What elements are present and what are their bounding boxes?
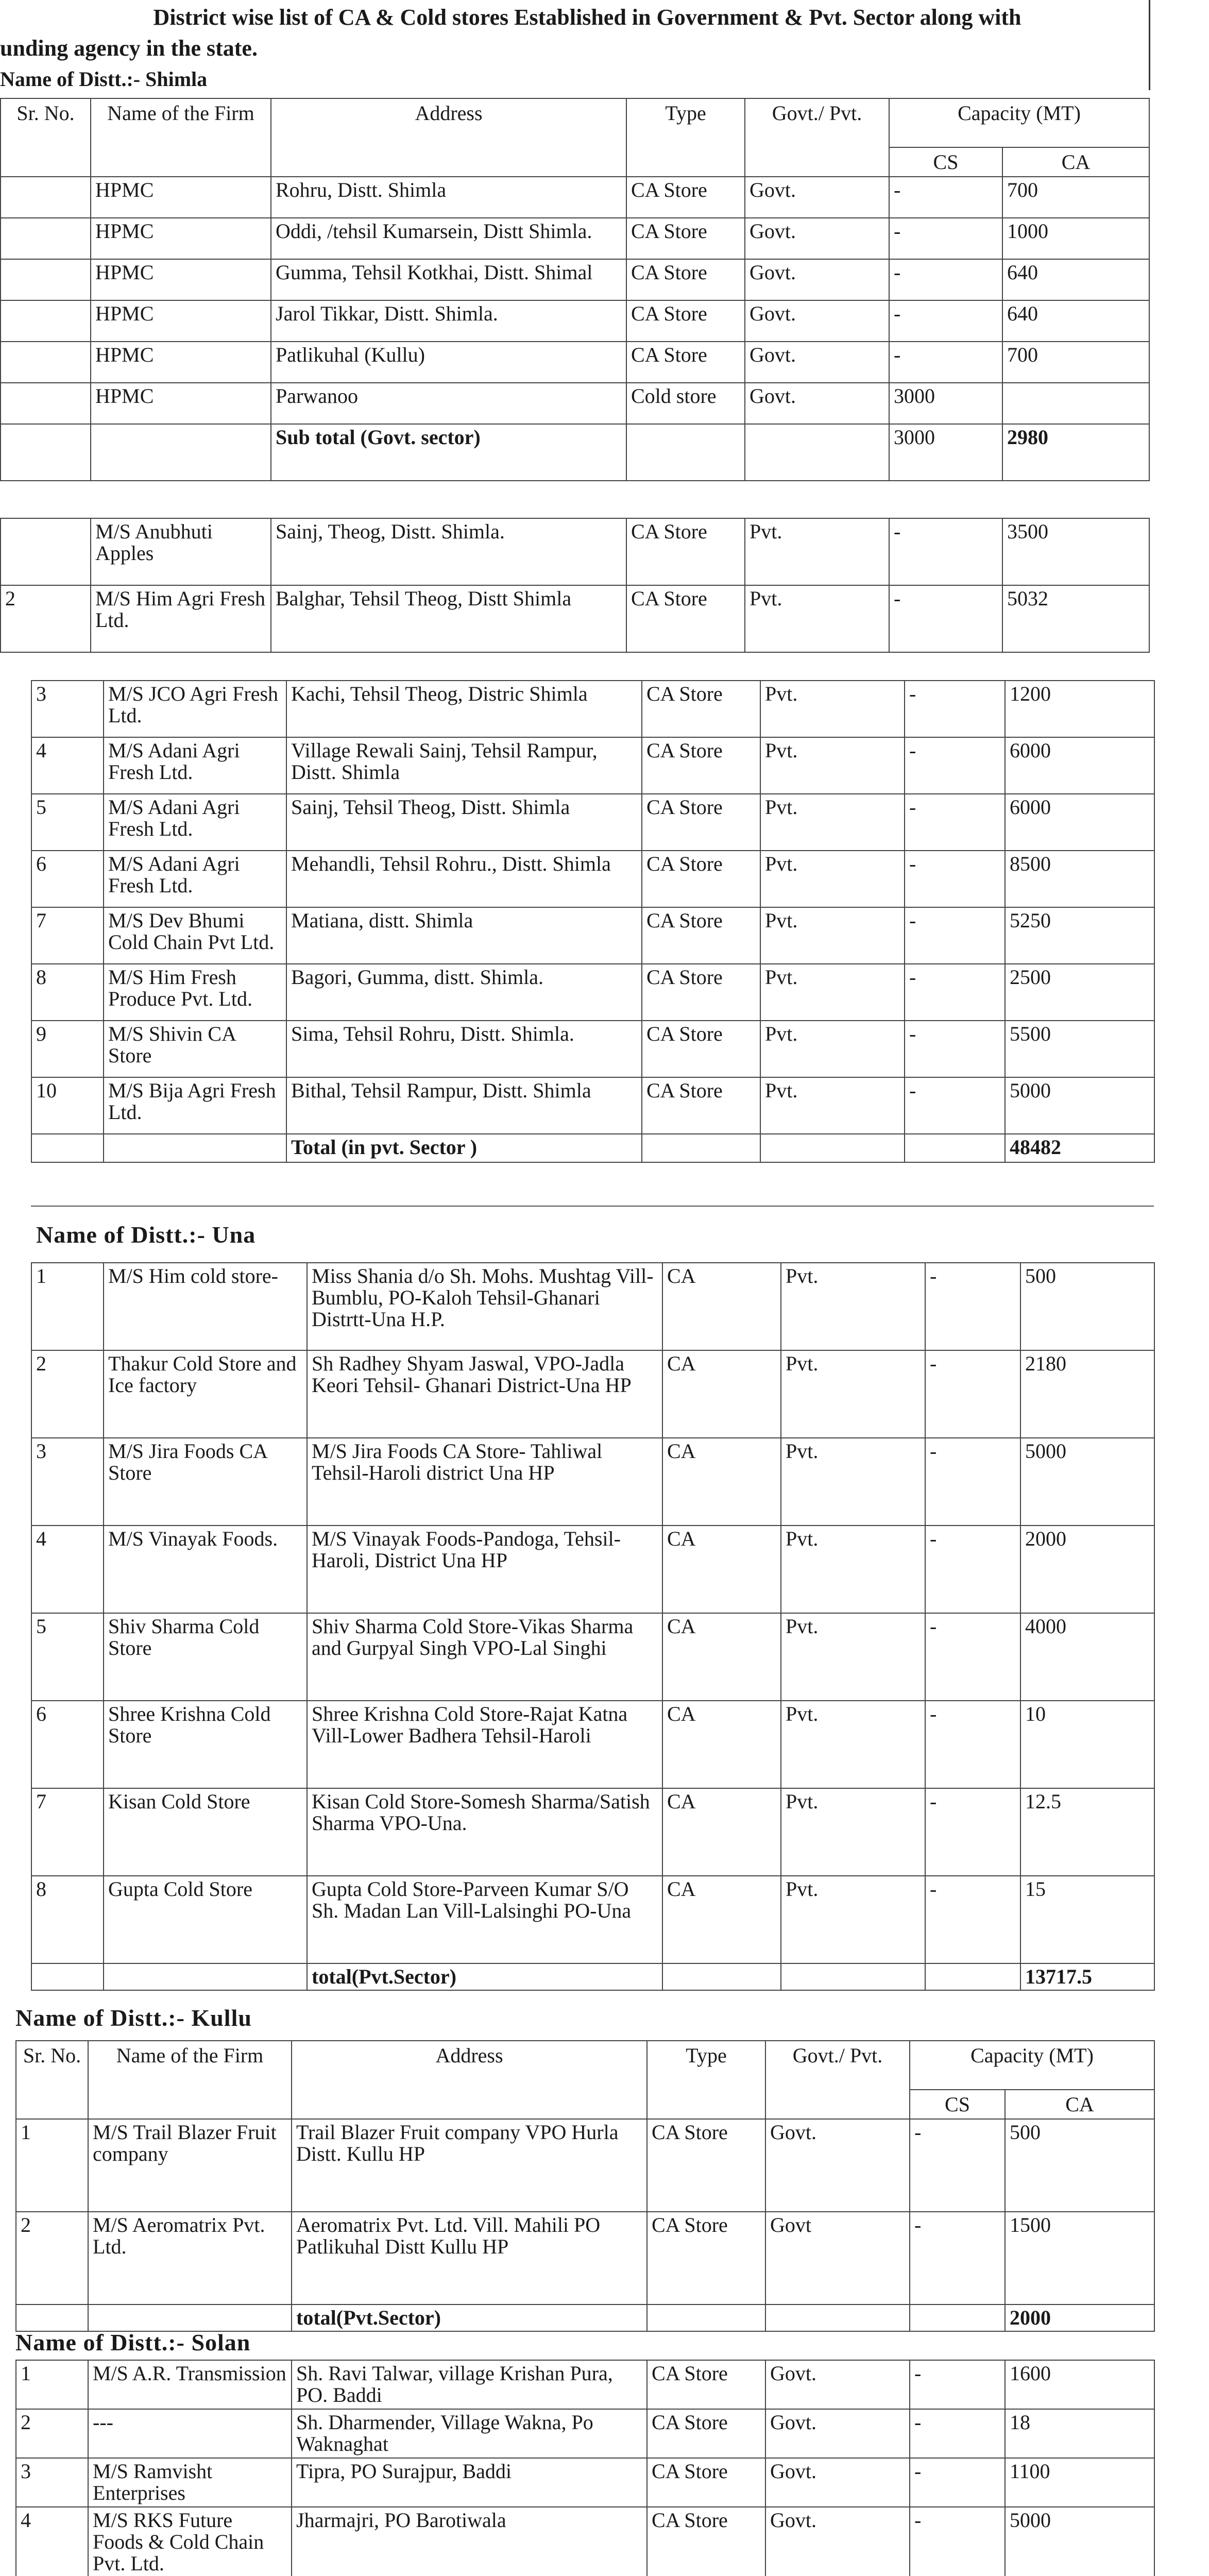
cell-govt: Pvt. — [760, 907, 905, 964]
cell-firm: --- — [88, 2409, 292, 2458]
document-title-continued: unding agency in the state. — [0, 36, 258, 61]
cell-address: Jharmajri, PO Barotiwala — [292, 2507, 647, 2576]
cell-cs: - — [925, 1350, 1020, 1438]
cell-govt: Pvt. — [760, 851, 905, 907]
total-ca: 2000 — [1005, 2304, 1154, 2331]
cell-govt: Govt. — [745, 342, 889, 383]
table-row — [1, 177, 1149, 218]
col-address: Address — [292, 2041, 647, 2119]
cell-type: CA Store — [626, 259, 745, 300]
cell-firm: M/S Vinayak Foods. — [104, 1526, 307, 1613]
cell-cs: - — [910, 2119, 1005, 2212]
cell-firm: M/S Trail Blazer Fruit company — [88, 2119, 292, 2212]
cell-govt: Govt. — [765, 2507, 910, 2576]
divider — [31, 1206, 1154, 1207]
cell-firm: Thakur Cold Store and Ice factory — [104, 1350, 307, 1438]
total-label: total(Pvt.Sector) — [307, 1963, 662, 1990]
cell-ca: 1100 — [1005, 2458, 1154, 2507]
cell-type: CA Store — [647, 2507, 765, 2576]
cell-ca: 700 — [1002, 177, 1149, 218]
cell-type: CA Store — [647, 2409, 765, 2458]
cell-sr — [1, 218, 91, 259]
cell-ca: 5000 — [1005, 2507, 1154, 2576]
cell-cs: - — [889, 259, 1002, 300]
cell-cs: - — [905, 794, 1005, 851]
district-label-shimla: Name of Distt.:- Shimla — [0, 67, 208, 91]
table-row — [31, 1438, 1154, 1526]
table-row — [16, 2360, 1154, 2409]
cell-sr: 5 — [31, 1613, 104, 1701]
cell-cs: - — [889, 518, 1002, 585]
cell-address: Sima, Tehsil Rohru, Distt. Shimla. — [286, 1021, 642, 1077]
cell-ca: 5500 — [1005, 1021, 1154, 1077]
cell-sr: 4 — [16, 2507, 88, 2576]
col-address: Address — [271, 98, 626, 177]
cell-firm: HPMC — [91, 383, 271, 424]
table-row — [31, 1077, 1154, 1134]
table-row — [31, 851, 1154, 907]
cell-ca: 6000 — [1005, 737, 1154, 794]
table-row — [31, 737, 1154, 794]
cell-sr: 8 — [31, 1876, 104, 1963]
cell-ca: 500 — [1020, 1263, 1154, 1350]
table-row — [16, 2212, 1154, 2304]
table-header-row — [16, 2041, 1154, 2090]
cell-cs: - — [889, 342, 1002, 383]
col-type: Type — [626, 98, 745, 177]
district-heading-una: Name of Distt.:- Una — [36, 1222, 256, 1248]
table-row — [31, 1021, 1154, 1077]
cell-sr: 1 — [16, 2360, 88, 2409]
cell-type: CA Store — [626, 342, 745, 383]
cell-firm: Shiv Sharma Cold Store — [104, 1613, 307, 1701]
cell-sr: 1 — [31, 1263, 104, 1350]
table-row — [31, 1876, 1154, 1963]
cell-firm: Gupta Cold Store — [104, 1876, 307, 1963]
total-label: total(Pvt.Sector) — [292, 2304, 647, 2331]
cell-address: Sh. Ravi Talwar, village Krishan Pura, PO. Baddi — [292, 2360, 647, 2409]
table-row — [1, 518, 1149, 585]
cell-sr: 3 — [16, 2458, 88, 2507]
cell-cs: - — [905, 964, 1005, 1021]
cell-sr — [1, 177, 91, 218]
cell-ca: 640 — [1002, 300, 1149, 342]
table-row — [1, 300, 1149, 342]
shimla-pvt-table-b — [31, 680, 1155, 1163]
cell-govt: Govt. — [745, 300, 889, 342]
total-row — [16, 2304, 1154, 2331]
cell-sr: 10 — [31, 1077, 104, 1134]
table-row — [16, 2458, 1154, 2507]
cell-type: CA Store — [642, 964, 760, 1021]
cell-type: CA Store — [626, 218, 745, 259]
cell-firm: HPMC — [91, 300, 271, 342]
cell-sr: 7 — [31, 1788, 104, 1876]
cell-firm: M/S Jira Foods CA Store — [104, 1438, 307, 1526]
cell-address: Tipra, PO Surajpur, Baddi — [292, 2458, 647, 2507]
cell-govt: Govt. — [745, 177, 889, 218]
cell-type: CA Store — [642, 794, 760, 851]
cell-govt: Govt. — [745, 218, 889, 259]
cell-sr: 8 — [31, 964, 104, 1021]
cell-type: CA Store — [647, 2360, 765, 2409]
cell-ca: 6000 — [1005, 794, 1154, 851]
cell-type: CA — [662, 1263, 781, 1350]
cell-ca: 1500 — [1005, 2212, 1154, 2304]
col-ca: CA — [1002, 147, 1149, 177]
cell-ca: 1600 — [1005, 2360, 1154, 2409]
cell-ca: 10 — [1020, 1701, 1154, 1788]
cell-sr: 3 — [31, 681, 104, 737]
cell-type: CA — [662, 1613, 781, 1701]
district-heading-solan: Name of Distt.:- Solan — [15, 2329, 251, 2355]
cell-type: CA Store — [642, 1021, 760, 1077]
cell-firm: M/S Anubhuti Apples — [91, 518, 271, 585]
cell-ca: 4000 — [1020, 1613, 1154, 1701]
cell-sr — [1, 342, 91, 383]
cell-type: CA Store — [647, 2119, 765, 2212]
cell-sr: 2 — [1, 585, 91, 652]
table-header-row — [1, 98, 1149, 147]
cell-address: Village Rewali Sainj, Tehsil Rampur, Distt. Shimla — [286, 737, 642, 794]
cell-ca: 18 — [1005, 2409, 1154, 2458]
table-row — [31, 907, 1154, 964]
col-firm: Name of the Firm — [91, 98, 271, 177]
cell-ca: 2180 — [1020, 1350, 1154, 1438]
cell-address: Mehandli, Tehsil Rohru., Distt. Shimla — [286, 851, 642, 907]
table-row — [16, 2507, 1154, 2576]
cell-address: Jarol Tikkar, Distt. Shimla. — [271, 300, 626, 342]
cell-address: Gupta Cold Store-Parveen Kumar S/O Sh. Madan Lan Vill-Lalsinghi PO-Una — [307, 1876, 662, 1963]
cell-type: CA — [662, 1876, 781, 1963]
cell-address: M/S Vinayak Foods-Pandoga, Tehsil-Haroli, District Una HP — [307, 1526, 662, 1613]
cell-type: CA — [662, 1438, 781, 1526]
cell-ca: 2500 — [1005, 964, 1154, 1021]
cell-address: Balghar, Tehsil Theog, Distt Shimla — [271, 585, 626, 652]
cell-ca: 700 — [1002, 342, 1149, 383]
cell-type: CA Store — [647, 2458, 765, 2507]
cell-type: CA Store — [642, 851, 760, 907]
cell-sr: 5 — [31, 794, 104, 851]
cell-govt: Pvt. — [760, 794, 905, 851]
cell-address: Parwanoo — [271, 383, 626, 424]
table-row — [1, 259, 1149, 300]
cell-govt: Pvt. — [781, 1788, 925, 1876]
cell-ca: 15 — [1020, 1876, 1154, 1963]
cell-firm: HPMC — [91, 259, 271, 300]
cell-type: CA Store — [626, 177, 745, 218]
table-row — [31, 1701, 1154, 1788]
cell-address: Sh Radhey Shyam Jaswal, VPO-Jadla Keori Tehsil- Ghanari District-Una HP — [307, 1350, 662, 1438]
cell-address: M/S Jira Foods CA Store- Tahliwal Tehsil-Haroli district Una HP — [307, 1438, 662, 1526]
cell-address: Bagori, Gumma, distt. Shimla. — [286, 964, 642, 1021]
cell-cs: - — [910, 2507, 1005, 2576]
cell-cs: - — [905, 907, 1005, 964]
cell-firm: M/S JCO Agri Fresh Ltd. — [104, 681, 286, 737]
cell-sr: 6 — [31, 1701, 104, 1788]
cell-govt: Pvt. — [781, 1350, 925, 1438]
cell-type: CA Store — [642, 907, 760, 964]
cell-govt: Govt. — [765, 2119, 910, 2212]
cell-address: Miss Shania d/o Sh. Mohs. Mushtag Vill-Bumblu, PO-Kaloh Tehsil-Ghanari Distrtt-Una H.P. — [307, 1263, 662, 1350]
cell-cs: - — [905, 851, 1005, 907]
cell-sr: 1 — [16, 2119, 88, 2212]
table-row — [31, 794, 1154, 851]
subtotal-row — [1, 424, 1149, 481]
cell-sr: 6 — [31, 851, 104, 907]
cell-ca: 8500 — [1005, 851, 1154, 907]
cell-sr: 9 — [31, 1021, 104, 1077]
document-title: District wise list of CA & Cold stores Established in Government & Pvt. Sector along with — [153, 5, 1021, 30]
cell-address: Aeromatrix Pvt. Ltd. Vill. Mahili PO Patlikuhal Distt Kullu HP — [292, 2212, 647, 2304]
cell-ca: 2000 — [1020, 1526, 1154, 1613]
col-sr: Sr. No. — [1, 98, 91, 177]
cell-address: Shree Krishna Cold Store-Rajat Katna Vill-Lower Badhera Tehsil-Haroli — [307, 1701, 662, 1788]
cell-firm: M/S Adani Agri Fresh Ltd. — [104, 851, 286, 907]
subtotal-ca: 2980 — [1002, 424, 1149, 481]
cell-type: CA — [662, 1350, 781, 1438]
cell-cs: - — [889, 300, 1002, 342]
cell-govt: Govt. — [765, 2458, 910, 2507]
table-row — [31, 1613, 1154, 1701]
table-row — [16, 2409, 1154, 2458]
cell-type: Cold store — [626, 383, 745, 424]
cell-ca: 640 — [1002, 259, 1149, 300]
cell-address: Matiana, distt. Shimla — [286, 907, 642, 964]
cell-govt: Pvt. — [745, 518, 889, 585]
cell-cs: - — [925, 1438, 1020, 1526]
cell-address: Gumma, Tehsil Kotkhai, Distt. Shimal — [271, 259, 626, 300]
total-row — [31, 1963, 1154, 1990]
cell-firm: M/S Bija Agri Fresh Ltd. — [104, 1077, 286, 1134]
col-govt: Govt./ Pvt. — [765, 2041, 910, 2119]
cell-govt: Pvt. — [760, 737, 905, 794]
cell-govt: Pvt. — [760, 681, 905, 737]
col-type: Type — [647, 2041, 765, 2119]
cell-sr: 2 — [16, 2212, 88, 2304]
cell-firm: M/S Aeromatrix Pvt. Ltd. — [88, 2212, 292, 2304]
col-ca: CA — [1005, 2090, 1154, 2119]
cell-ca — [1002, 383, 1149, 424]
cell-ca: 5000 — [1020, 1438, 1154, 1526]
cell-firm: M/S Dev Bhumi Cold Chain Pvt Ltd. — [104, 907, 286, 964]
cell-cs: - — [905, 681, 1005, 737]
document-header — [0, 0, 1150, 90]
col-firm: Name of the Firm — [88, 2041, 292, 2119]
cell-address: Oddi, /tehsil Kumarsein, Distt Shimla. — [271, 218, 626, 259]
cell-ca: 5000 — [1005, 1077, 1154, 1134]
table-row — [31, 1526, 1154, 1613]
cell-govt: Govt — [765, 2212, 910, 2304]
table-row — [31, 1788, 1154, 1876]
cell-type: CA — [662, 1701, 781, 1788]
cell-address: Shiv Sharma Cold Store-Vikas Sharma and Gurpyal Singh VPO-Lal Singhi — [307, 1613, 662, 1701]
cell-address: Kisan Cold Store-Somesh Sharma/Satish Sharma VPO-Una. — [307, 1788, 662, 1876]
table-row — [31, 964, 1154, 1021]
cell-govt: Govt. — [765, 2360, 910, 2409]
cell-cs: 3000 — [889, 383, 1002, 424]
table-row — [1, 342, 1149, 383]
col-cs: CS — [889, 147, 1002, 177]
cell-address: Sh. Dharmender, Village Wakna, Po Waknaghat — [292, 2409, 647, 2458]
cell-firm: Kisan Cold Store — [104, 1788, 307, 1876]
total-label: Total (in pvt. Sector ) — [286, 1134, 642, 1162]
cell-cs: - — [910, 2212, 1005, 2304]
cell-type: CA Store — [642, 1077, 760, 1134]
cell-govt: Govt. — [765, 2409, 910, 2458]
solan-table-a — [15, 2360, 1155, 2576]
cell-ca: 12.5 — [1020, 1788, 1154, 1876]
cell-firm: M/S RKS Future Foods & Cold Chain Pvt. Ltd. — [88, 2507, 292, 2576]
cell-cs: - — [925, 1701, 1020, 1788]
cell-cs: - — [925, 1613, 1020, 1701]
cell-firm: HPMC — [91, 177, 271, 218]
col-govt: Govt./ Pvt. — [745, 98, 889, 177]
cell-govt: Pvt. — [745, 585, 889, 652]
cell-govt: Pvt. — [781, 1613, 925, 1701]
cell-type: CA — [662, 1526, 781, 1613]
cell-sr: 4 — [31, 1526, 104, 1613]
cell-cs: - — [925, 1788, 1020, 1876]
cell-firm: M/S Adani Agri Fresh Ltd. — [104, 737, 286, 794]
cell-ca: 5250 — [1005, 907, 1154, 964]
table-row — [31, 1350, 1154, 1438]
table-row — [31, 681, 1154, 737]
cell-firm: M/S Him Agri Fresh Ltd. — [91, 585, 271, 652]
kullu-table — [15, 2040, 1155, 2332]
cell-type: CA Store — [626, 585, 745, 652]
total-ca: 48482 — [1005, 1134, 1154, 1162]
cell-cs: - — [925, 1526, 1020, 1613]
cell-address: Kachi, Tehsil Theog, Distric Shimla — [286, 681, 642, 737]
cell-govt: Pvt. — [760, 1077, 905, 1134]
cell-sr — [1, 518, 91, 585]
shimla-pvt-table-a — [0, 518, 1150, 653]
cell-address: Sainj, Theog, Distt. Shimla. — [271, 518, 626, 585]
total-row — [31, 1134, 1154, 1162]
cell-sr: 3 — [31, 1438, 104, 1526]
cell-govt: Govt. — [745, 383, 889, 424]
table-row — [31, 1263, 1154, 1350]
cell-type: CA Store — [626, 300, 745, 342]
cell-ca: 3500 — [1002, 518, 1149, 585]
una-table — [31, 1262, 1155, 1991]
cell-firm: M/S Shivin CA Store — [104, 1021, 286, 1077]
cell-firm: HPMC — [91, 218, 271, 259]
cell-ca: 1200 — [1005, 681, 1154, 737]
cell-cs: - — [905, 1077, 1005, 1134]
cell-govt: Pvt. — [781, 1263, 925, 1350]
cell-govt: Pvt. — [781, 1526, 925, 1613]
cell-cs: - — [905, 1021, 1005, 1077]
cell-cs: - — [889, 177, 1002, 218]
cell-sr — [1, 259, 91, 300]
cell-firm: M/S Him cold store- — [104, 1263, 307, 1350]
cell-ca: 5032 — [1002, 585, 1149, 652]
cell-govt: Pvt. — [781, 1438, 925, 1526]
cell-address: Rohru, Distt. Shimla — [271, 177, 626, 218]
cell-govt: Pvt. — [781, 1876, 925, 1963]
cell-cs: - — [925, 1876, 1020, 1963]
cell-ca: 1000 — [1002, 218, 1149, 259]
cell-cs: - — [910, 2458, 1005, 2507]
col-capacity: Capacity (MT) — [910, 2041, 1154, 2090]
col-capacity: Capacity (MT) — [889, 98, 1149, 147]
subtotal-label: Sub total (Govt. sector) — [271, 424, 626, 481]
cell-ca: 500 — [1005, 2119, 1154, 2212]
cell-cs: - — [910, 2409, 1005, 2458]
cell-type: CA Store — [626, 518, 745, 585]
cell-firm: Shree Krishna Cold Store — [104, 1701, 307, 1788]
cell-cs: - — [889, 585, 1002, 652]
cell-address: Bithal, Tehsil Rampur, Distt. Shimla — [286, 1077, 642, 1134]
cell-sr: 7 — [31, 907, 104, 964]
cell-address: Sainj, Tehsil Theog, Distt. Shimla — [286, 794, 642, 851]
cell-sr — [1, 383, 91, 424]
table-row — [1, 383, 1149, 424]
shimla-govt-table — [0, 98, 1150, 481]
table-row — [1, 585, 1149, 652]
col-cs: CS — [910, 2090, 1005, 2119]
cell-sr: 4 — [31, 737, 104, 794]
cell-sr — [1, 300, 91, 342]
cell-type: CA Store — [642, 737, 760, 794]
cell-firm: M/S Him Fresh Produce Pvt. Ltd. — [104, 964, 286, 1021]
cell-firm: HPMC — [91, 342, 271, 383]
cell-address: Trail Blazer Fruit company VPO Hurla Distt. Kullu HP — [292, 2119, 647, 2212]
cell-type: CA — [662, 1788, 781, 1876]
cell-sr: 2 — [16, 2409, 88, 2458]
cell-sr: 2 — [31, 1350, 104, 1438]
total-ca: 13717.5 — [1020, 1963, 1154, 1990]
cell-cs: - — [889, 218, 1002, 259]
subtotal-cs: 3000 — [889, 424, 1002, 481]
cell-type: CA Store — [642, 681, 760, 737]
cell-firm: M/S Adani Agri Fresh Ltd. — [104, 794, 286, 851]
cell-cs: - — [910, 2360, 1005, 2409]
district-heading-kullu: Name of Distt.:- Kullu — [15, 2005, 252, 2031]
cell-address: Patlikuhal (Kullu) — [271, 342, 626, 383]
cell-govt: Pvt. — [781, 1701, 925, 1788]
table-row — [1, 218, 1149, 259]
cell-firm: M/S A.R. Transmission — [88, 2360, 292, 2409]
cell-type: CA Store — [647, 2212, 765, 2304]
col-sr: Sr. No. — [16, 2041, 88, 2119]
cell-govt: Govt. — [745, 259, 889, 300]
cell-cs: - — [925, 1263, 1020, 1350]
table-row — [16, 2119, 1154, 2212]
cell-govt: Pvt. — [760, 1021, 905, 1077]
cell-cs: - — [905, 737, 1005, 794]
cell-firm: M/S Ramvisht Enterprises — [88, 2458, 292, 2507]
cell-govt: Pvt. — [760, 964, 905, 1021]
